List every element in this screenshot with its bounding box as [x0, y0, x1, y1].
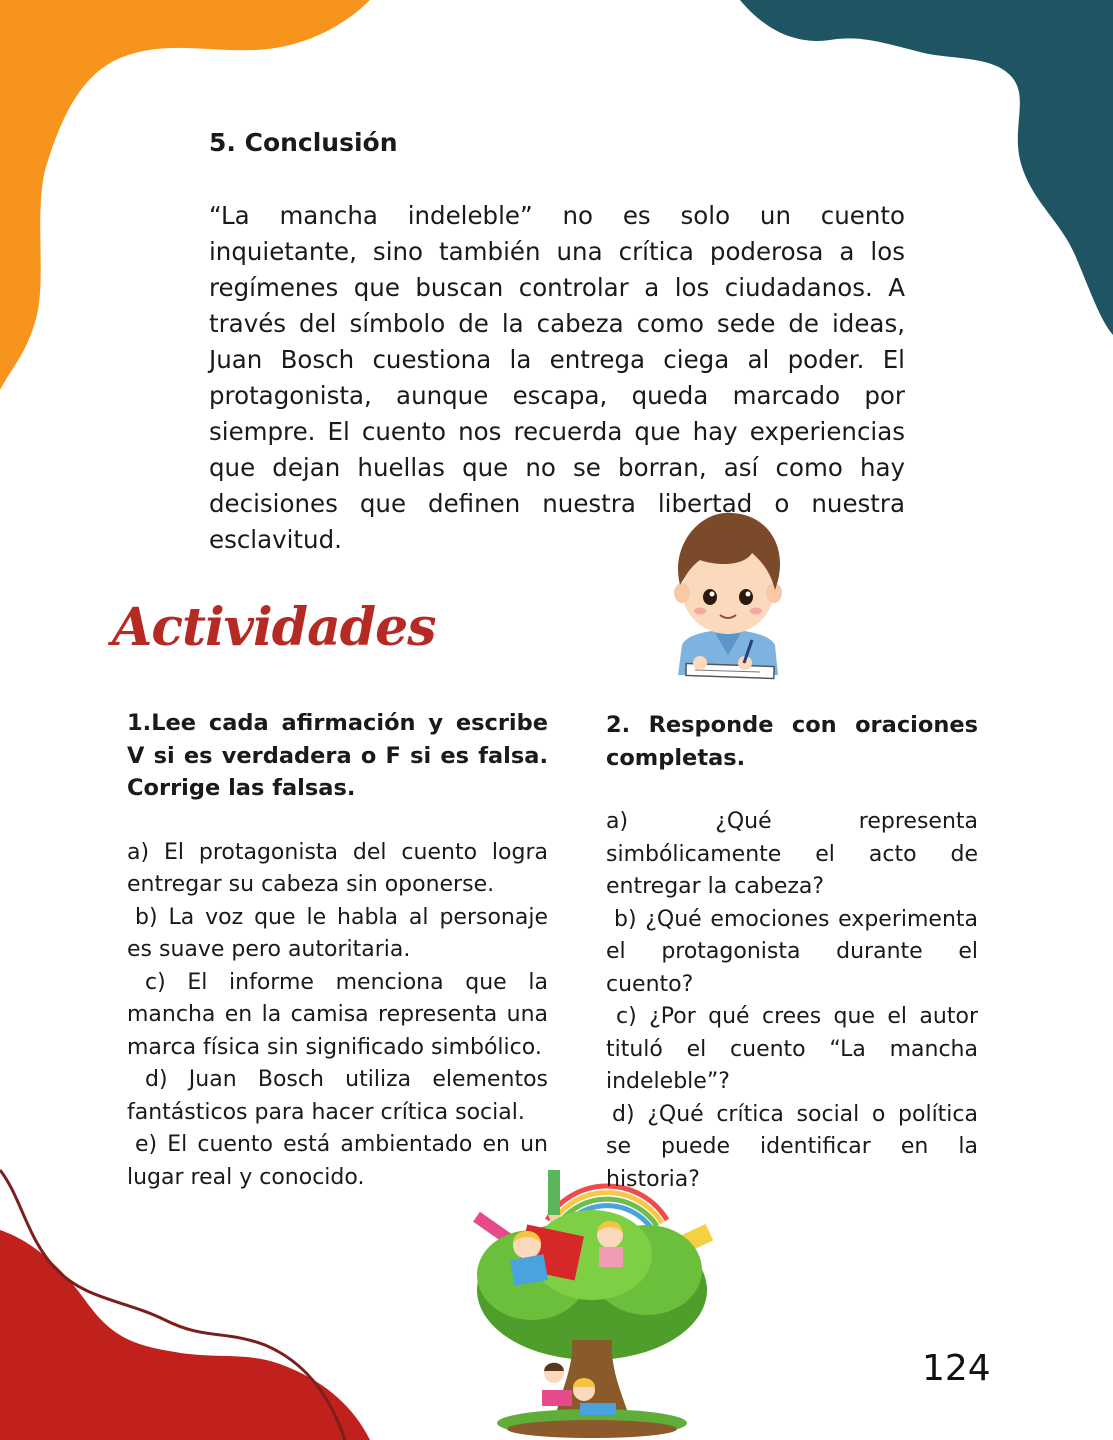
exercise-1 [127, 707, 548, 1194]
exercise-2-item-b: b) ¿Qué emociones experimenta el protagonista durante el cuento? [606, 906, 978, 997]
page-number: 124 [922, 1348, 991, 1389]
red-corner-blob [0, 1230, 370, 1440]
exercise-1-item-c: c) El informe menciona que la mancha en la camisa representa una marca física sin significado simbólico. [127, 969, 548, 1060]
exercise-2-item-a: a) ¿Qué representa simbólicamente el acto de entregar la cabeza? [606, 809, 978, 899]
conclusion-paragraph: “La mancha indeleble” no es solo un cuento inquietante, sino también una crítica poderosa a los regímenes que buscan controlar a los ciudadanos. A través del símbolo de la cabeza como sede de ideas, Juan Bosch cuestiona la entrega ciega al poder. El protagonista, aunque escapa, queda marcado por siempre. El cuento nos recuerda que hay experiencias que dejan huellas que no se borran, así como hay decisiones que definen nuestra libertad o nuestra esclavitud. [209, 201, 905, 554]
exercise-2 [606, 709, 978, 1196]
exercise-2-heading: 2. Responde con oraciones completas. [606, 712, 978, 771]
exercise-1-item-a: a) El protagonista del cuento logra entregar su cabeza sin oponerse. [127, 839, 548, 897]
activities-title: Actividades [112, 597, 436, 658]
exercise-1-item-d: d) Juan Bosch utiliza elementos fantásticos para hacer crítica social. [127, 1067, 548, 1125]
exercise-1-heading: 1.Lee cada afirmación y escribe V si es verdadera o F si es falsa. Corrige las falsas. [127, 710, 548, 801]
exercise-1-item-e: e) El cuento está ambientado en un lugar real y conocido. [127, 1132, 548, 1190]
reading-tree-illustration [462, 1165, 722, 1440]
exercise-1-item-b: b) La voz que le habla al personaje es suave pero autoritaria. [127, 904, 548, 962]
exercise-2-item-c: c) ¿Por qué crees que el autor tituló el cuento “La mancha indeleble”? [606, 1004, 978, 1094]
section-title: 5. Conclusión [209, 128, 398, 157]
exercise-2-item-d: d) ¿Qué crítica social o política se puede identificar en la historia? [606, 1101, 978, 1192]
